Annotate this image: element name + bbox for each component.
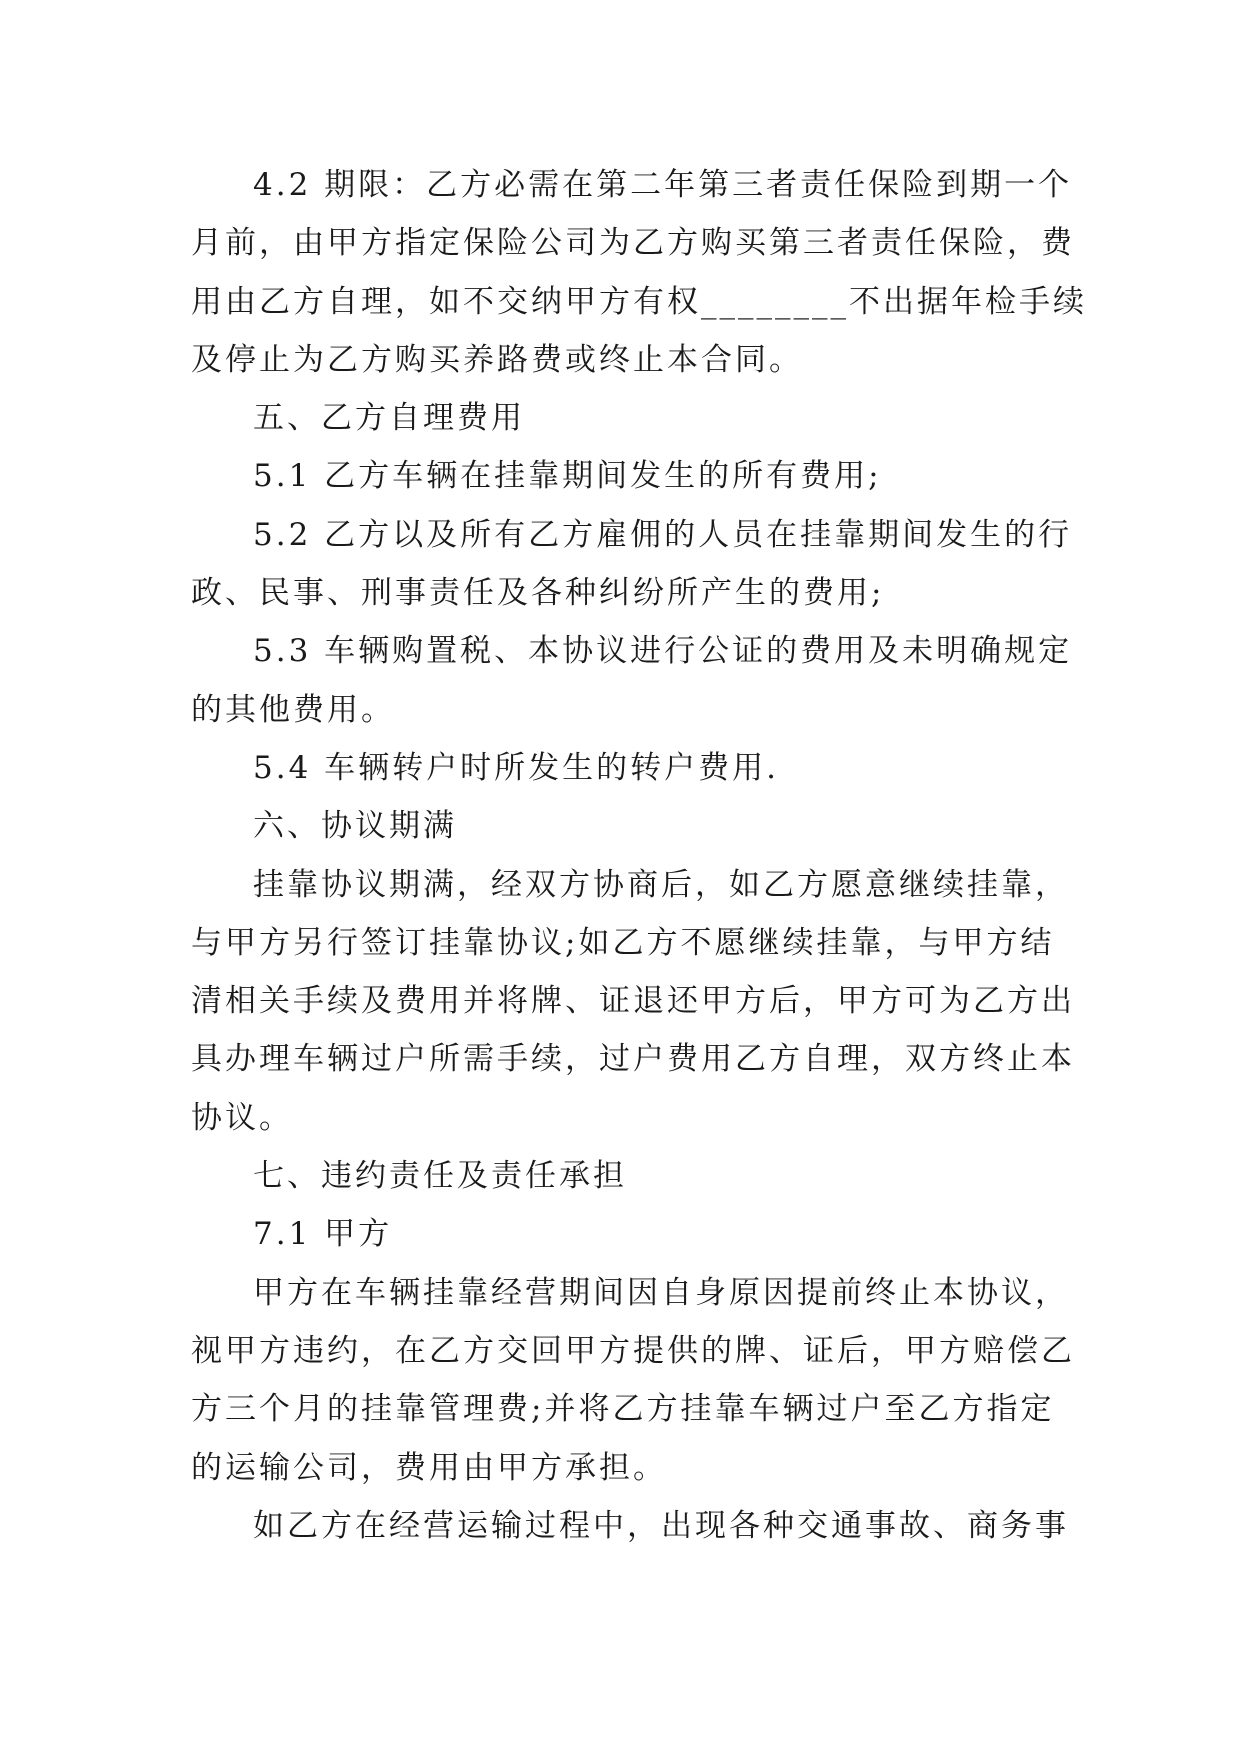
paragraph-line: 用由乙方自理，如不交纳甲方有权________不出据年检手续 [191,283,1087,320]
paragraph-line: 具办理车辆过户所需手续，过户费用乙方自理，双方终止本 [191,1041,1075,1078]
paragraph-line: 如乙方在经营运输过程中，出现各种交通事故、商务事 [253,1507,1069,1544]
paragraph-line: 5.4 车辆转户时所发生的转户费用. [253,749,780,786]
paragraph-line: 4.2 期限：乙方必需在第二年第三者责任保险到期一个 [253,167,1073,203]
paragraph-line: 方三个月的挂靠管理费;并将乙方挂靠车辆过户至乙方指定 [191,1391,1055,1428]
subsection-heading: 7.1 甲方 [253,1216,393,1253]
paragraph-line: 的其他费用。 [191,691,395,728]
paragraph-line: 5.2 乙方以及所有乙方雇佣的人员在挂靠期间发生的行 [253,516,1073,553]
paragraph-line: 政、民事、刑事责任及各种纠纷所产生的费用; [191,575,885,612]
paragraph-line: 甲方在车辆挂靠经营期间因自身原因提前终止本协议， [253,1274,1069,1311]
section-heading: 七、违约责任及责任承担 [253,1158,627,1195]
paragraph-line: 挂靠协议期满，经双方协商后，如乙方愿意继续挂靠， [253,866,1069,903]
document-body [191,156,1087,1555]
section-heading: 六、协议期满 [253,808,457,845]
paragraph-line: 协议。 [191,1099,293,1136]
paragraph-line: 视甲方违约，在乙方交回甲方提供的牌、证后，甲方赔偿乙 [191,1332,1075,1369]
paragraph-line: 清相关手续及费用并将牌、证退还甲方后，甲方可为乙方出 [191,983,1075,1020]
section-heading: 五、乙方自理费用 [253,400,525,437]
paragraph-line: 5.3 车辆购置税、本协议进行公证的费用及未明确规定 [253,633,1073,670]
paragraph-line: 月前，由甲方指定保险公司为乙方购买第三者责任保险，费 [191,225,1075,262]
paragraph-line: 及停止为乙方购买养路费或终止本合同。 [191,341,803,378]
paragraph-line: 5.1 乙方车辆在挂靠期间发生的所有费用; [253,458,882,495]
paragraph-line: 的运输公司，费用由甲方承担。 [191,1449,667,1486]
paragraph-line: 与甲方另行签订挂靠协议;如乙方不愿继续挂靠，与甲方结 [191,924,1055,961]
